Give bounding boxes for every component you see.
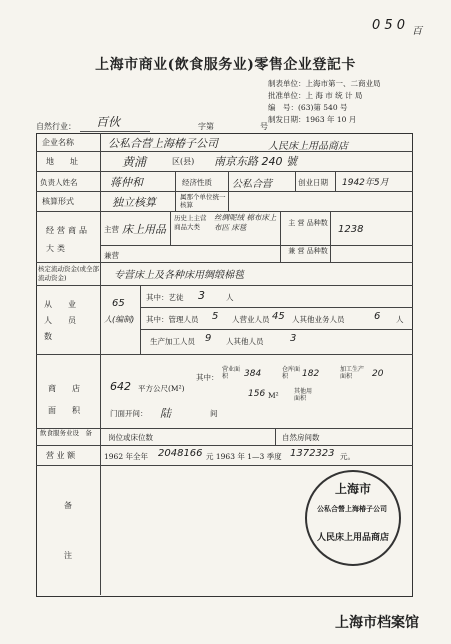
admin-label: 人其他人员 [226,337,264,346]
other-area-value: 156 [248,389,266,399]
revenue-label: 营 业 额 [46,451,76,460]
stamp-top: 上海市 [334,482,371,496]
store-area-value: 182 [302,369,320,379]
area-total: 642 [110,380,131,393]
rooms-label: 自然房间数 [282,433,320,442]
other-area-unit: M² [268,391,279,400]
econ-value: 公私合营 [232,179,272,190]
enterprise-alt-name: 人民床上用品商店 [268,141,348,152]
staff-label: 从 业 人 员 数 [44,300,92,341]
accounting-label: 核算形式 [42,197,74,206]
apprentice-value: 3 [198,289,205,302]
manager-value: 蒋仲和 [110,176,143,189]
other-biz-label: 人其他业务人员 [292,315,345,324]
side-kinds-label: 兼 营 品种数 [288,247,328,255]
history-label: 历史上主营商品大类 [174,214,207,231]
business-label: 经营商品大类 [46,226,90,253]
stamp-bottom: 人民床上用品商店 [316,533,389,543]
main-kinds-label: 主 营 品种数 [288,219,328,227]
doors-label: 门面开间： [110,409,148,418]
district-value: 黄浦 [122,155,147,169]
notes-label-2: 注 [64,551,72,560]
name-label: 企业名称 [42,138,74,147]
industry-code-label: 字第 [198,122,214,131]
manager-label: 负责人姓名 [40,178,78,187]
proc-area-label: 加工生产面积 [340,366,365,380]
prod-value: 9 [205,333,212,344]
enterprise-name-value: 公私合营上海椿子公司 [108,137,218,150]
industry-num-label: 号 [260,122,268,131]
founded-label: 创业日期 [298,178,328,187]
address-label: 地 址 [46,157,78,166]
seats-label: 岗位或床位数 [108,433,153,442]
doors-value: 陆 [160,407,171,420]
other-area-label: 其他用面积 [294,388,313,402]
admin-value: 3 [290,333,297,344]
prod-label: 生产加工人员 [150,337,195,346]
area-incl-label: 其中： [196,373,219,382]
main-kinds-value: 1238 [338,224,364,235]
mgmt-value: 5 [212,311,219,322]
sales-value: 45 [272,311,285,322]
apprentice-label: 其中：艺徒 [146,293,184,302]
number-line: 编 号：(63)第 540 号 [268,103,348,112]
econ-label: 经济性质 [182,178,212,187]
issuer-line: 制表单位：上海市第一、二商业局 [268,79,381,88]
main-value: 床上用品 [122,223,166,236]
approver-line: 批准单位：上 海 市 统 计 局 [268,91,363,100]
revenue-1963: 1372323 [290,448,335,459]
store-area-label: 仓库面积 [282,366,301,380]
staff-total-note: 人(编制) [104,315,135,324]
street-value: 南京东路 240 號 [214,155,297,168]
industry-label: 自然行业： [36,122,76,131]
food-label: 飲食服务业设 备 [40,429,92,437]
page-title: 上海市商业(飲食服务业)零售企业登記卡 [95,57,356,73]
founded-value: 1942年5月 [342,178,389,188]
biz-area-label: 营业面积 [222,366,241,380]
capital-value: 专营床上及各种床用绸缎棉毯 [114,270,244,281]
industry-value: 百伙 [96,115,121,129]
district-suffix: 区(县) [172,157,195,166]
apprentice-unit: 人 [226,293,234,302]
revenue-text3: 元。 [340,452,355,461]
revenue-text1: 1962 年全年 [104,452,148,461]
notes-label-1: 备 [64,501,72,510]
archive-seal: 上海市档案馆 [335,615,419,631]
corner-code: 0 5 0 [372,18,406,33]
area-label: 商 店 面 积 [48,384,96,415]
stamp-middle: 公私合營上海椿子公司 [317,504,387,513]
revenue-text2: 元 1963 年 1—3 季度 [206,452,282,461]
other-biz-value: 6 [374,311,381,322]
revenue-1962: 2048166 [158,448,203,459]
side-label: 兼营 [104,251,119,260]
capital-label: 核定流动资金(或全部流动资金) [38,265,100,282]
corner-mark: 百 [412,26,422,37]
affiliation-label: 属那个单位统一核算 [180,193,226,209]
doors-unit: 间 [210,409,218,418]
main-label: 主营 [104,225,119,234]
biz-area-value: 384 [244,369,262,379]
sales-label: 人营业人员 [232,315,270,324]
other-biz-unit: 人 [396,315,404,324]
area-total-label: 平方公尺(M²) [138,384,185,393]
history-value: 丝绸呢绒 棉布床上 布匹 床毯 [214,213,277,232]
issue-date-line: 制发日期：1963 年 10 月 [268,115,357,124]
accounting-value: 独立核算 [112,196,156,209]
proc-area-value: 20 [372,369,384,379]
mgmt-label: 其中：管理人员 [146,315,199,324]
staff-total: 65 [112,298,125,309]
